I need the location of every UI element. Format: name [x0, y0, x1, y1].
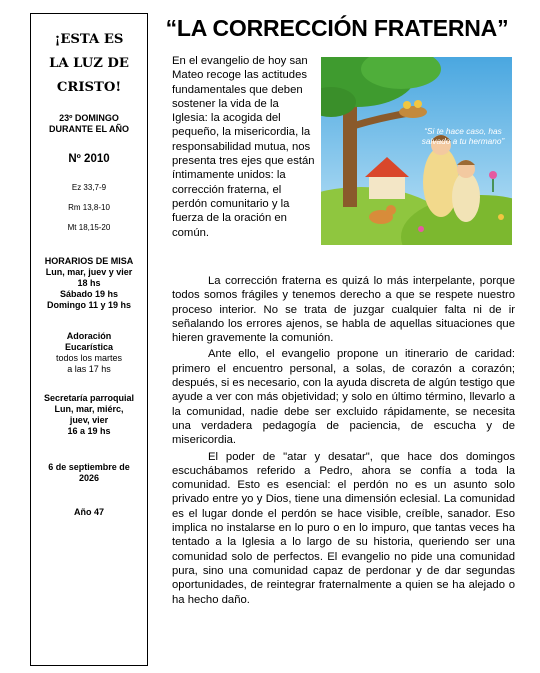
- sidebar-title: [31, 28, 147, 100]
- adoration-title: Adoración: [66, 331, 112, 341]
- article-paragraph: El poder de "atar y desatar", que hace dos domingos escuchábamos referido a Pedro, ahora se confía a toda la comunidad. Esto es esencial: el perdón no es un asunto solo privado entre yo y Dios, tiene una dimensión eclesial. La comunidad es el lugar donde el perdón se hace visible, creíble, sanador. Eso implica no instalarse en lo puro o en lo impuro, que tantas veces ha tentado a la Iglesia a lo largo de su historia, queriendo ser una comunidad solo de perfectos. El evangelio no pide una comunidad pura, sino una comunidad capaz de perdonar y de dar segundas oportunidades, de reintegrar fraternalmente a quien se ha alejado o ha hecho daño.: [172, 450, 515, 606]
- mass-schedule: [31, 256, 147, 311]
- issue-date-line2: 2026: [78, 473, 100, 483]
- page-title: “LA CORRECCIÓN FRATERNA”: [165, 15, 509, 41]
- mass-schedule-title: HORARIOS DE MISA: [44, 256, 134, 266]
- illustration-drawing: [321, 57, 512, 245]
- sunday-label-line1: 23º DOMINGO: [59, 113, 119, 123]
- article-paragraph: Ante ello, el evangelio propone un itinerario de caridad: primero el encuentro personal, a solas, de corazón a corazón; después, si es necesario, con la ayuda discreta de algún testigo que ayude a ver con más objetividad; y solo en último término, llevarlo a la comunidad, nadie debe ser excluido rápidamente, se necesita una verdadera pedagogía de paciencia, de escucha y de misericordia.: [172, 348, 515, 447]
- sunday-label-line2: DURANTE EL AÑO: [48, 124, 129, 134]
- issue-date: [31, 462, 147, 484]
- issue-number: Nº 2010: [68, 153, 110, 165]
- adoration-line: todos los martes: [55, 353, 123, 363]
- adoration-title: Eucarística: [64, 342, 114, 352]
- sunday-label: [31, 113, 147, 135]
- illustration-caption-line1: “Si te hace caso, has: [424, 126, 502, 136]
- sidebar-title-line1: ¡ESTA ES: [54, 32, 124, 47]
- adoration-info: [31, 331, 147, 375]
- parish-office-title: Secretaría parroquial: [43, 393, 135, 403]
- adoration-line: a las 17 hs: [67, 364, 111, 374]
- mass-schedule-line: Sábado 19 hs: [59, 289, 119, 299]
- parish-office-line: 16 a 19 hs: [67, 426, 111, 436]
- mass-schedule-line: Lun, mar, juev y vier: [45, 267, 133, 277]
- mass-schedule-line: Domingo 11 y 19 hs: [46, 300, 132, 310]
- article-paragraph: La corrección fraterna es quizá lo más interpelante, porque todos somos frágiles y tenemos derecho a que se respete nuestro proceso interior. No se trata de juzgar cualquier falta ni de ir señalando los errores ajenos, se habla de aquellas situaciones que hieren gravemente la comunión.: [172, 275, 515, 345]
- illustration-caption-line2: salvado a tu hermano”: [421, 136, 505, 146]
- reading-citation: Rm 13,8-10: [68, 203, 110, 212]
- reading-citation: Ez 33,7-9: [71, 183, 107, 192]
- sidebar: [30, 13, 148, 666]
- parish-office-line: Lun, mar, miérc,: [54, 404, 124, 414]
- mass-schedule-line: 18 hs: [77, 278, 101, 288]
- reading-citation: Mt 18,15-20: [67, 223, 111, 232]
- publication-year: Año 47: [73, 507, 104, 517]
- sidebar-title-line3: CRISTO!: [56, 80, 122, 95]
- parish-office-line: juev, vier: [69, 415, 109, 425]
- issue-date-line1: 6 de septiembre de: [48, 462, 130, 472]
- parish-office-hours: [31, 393, 147, 437]
- article-body: [172, 274, 515, 609]
- intro-paragraph: En el evangelio de hoy san Mateo recoge las actitudes fundamentales que deben sostener la vida de la Iglesia: la acogida del pequeño, la misericordia, la responsabilidad mutua, nos presenta tres ejes que están íntimamente unidos: la corrección fraterna, el perdón comunitario y la fuerza de la oración en común.: [172, 55, 315, 239]
- sidebar-title-line2: LA LUZ DE: [49, 56, 129, 71]
- gospel-illustration: [321, 57, 512, 245]
